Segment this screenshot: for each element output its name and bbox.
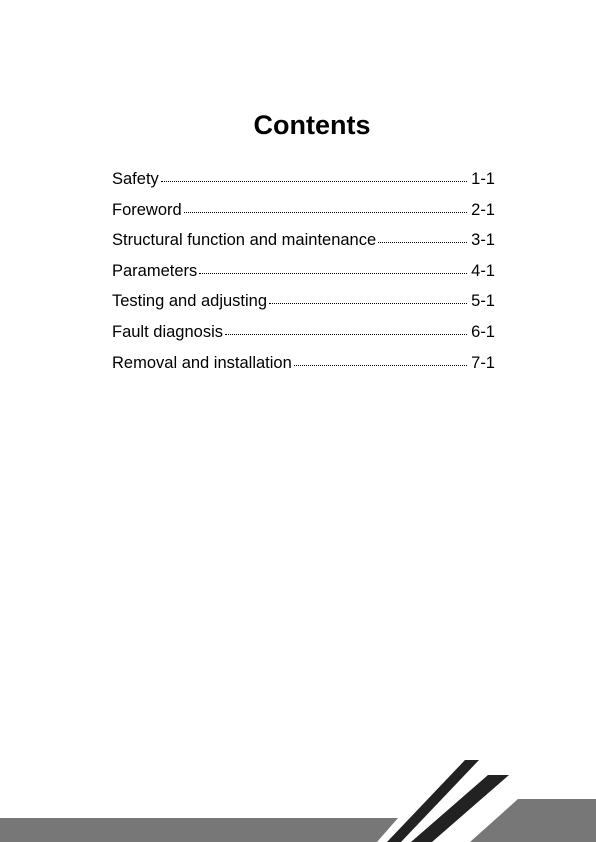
toc-entry-page: 2-1	[471, 200, 495, 219]
toc-entry-page: 4-1	[471, 261, 495, 280]
toc-entry-label: Parameters	[112, 261, 198, 280]
toc-entry-label: Foreword	[112, 200, 182, 219]
toc-entry-page: 5-1	[471, 292, 495, 311]
toc-entry-label: Safety	[112, 170, 159, 188]
toc-entry-page: 1-1	[471, 170, 495, 188]
toc-entry-label: Removal and installation	[112, 353, 292, 372]
toc-entry-label: Testing and adjusting	[112, 292, 268, 311]
toc-entry-page: 3-1	[471, 231, 495, 250]
footer-band-left	[0, 818, 398, 842]
page-title: Contents	[253, 110, 371, 140]
toc-entry-label: Structural function and maintenance	[112, 231, 377, 250]
toc-entry-page: 7-1	[471, 353, 495, 372]
toc-entry-page: 6-1	[471, 322, 495, 341]
footer-band-right	[470, 799, 596, 842]
toc-entry-label: Fault diagnosis	[112, 322, 223, 341]
